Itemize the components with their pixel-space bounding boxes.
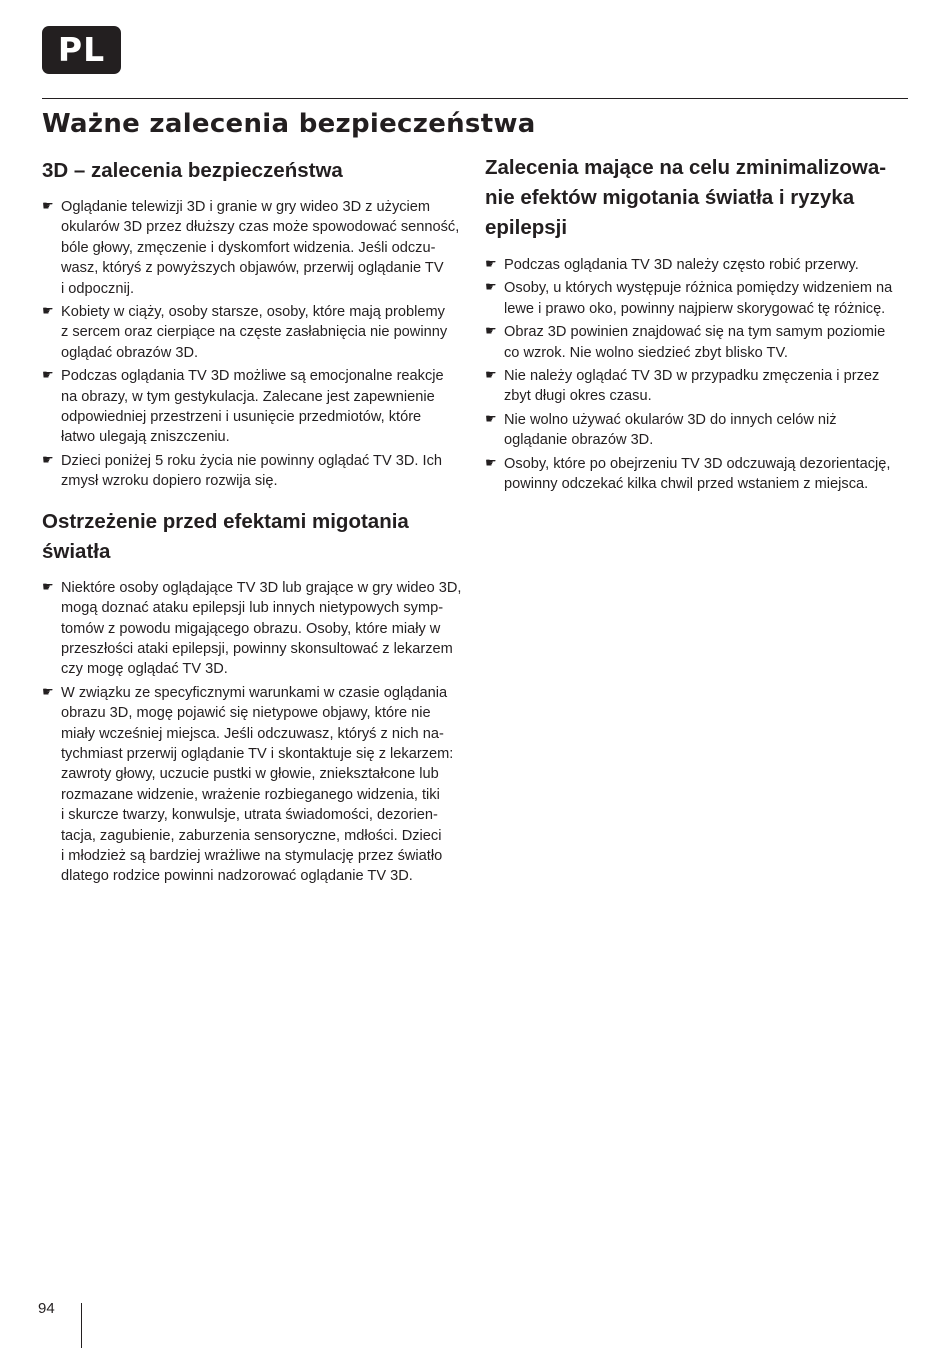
list-item-line: wasz, któryś z powyższych objawów, przerwij oglądanie TV xyxy=(61,260,444,277)
list-item-line: tomów z powodu migającego obrazu. Osoby, które miały w xyxy=(61,620,441,637)
list-item-line: obrazu 3D, mogę pojawić się nietypowe objawy, które nie xyxy=(61,705,431,722)
section-title-line: Ostrzeżenie przed efektami migotania xyxy=(42,509,409,533)
section-title-line: światła xyxy=(42,539,111,563)
list-item-line: zmysł wzroku dopiero rozwija się. xyxy=(61,473,278,490)
list-item-line: oglądać obrazów 3D. xyxy=(61,344,199,361)
section-title-3d-safety: 3D – zalecenia bezpieczeństwa xyxy=(42,159,343,182)
list-item xyxy=(42,578,470,680)
list-item xyxy=(42,197,470,299)
bullet-list-flicker-warning xyxy=(42,578,470,887)
list-item-line: Osoby, u których występuje różnica pomiędzy widzeniem na xyxy=(504,280,893,297)
pointing-hand-icon: ☛ xyxy=(42,304,54,320)
list-item xyxy=(485,255,909,275)
list-item xyxy=(42,451,470,492)
language-badge: PL xyxy=(42,26,121,74)
pointing-hand-icon: ☛ xyxy=(485,455,497,471)
list-item-line: na obrazy, w tym gestykulacja. Zalecane jest zapewnienie xyxy=(61,388,435,405)
list-item-line: powinny odczekać kilka chwil przed wstaniem z miejsca. xyxy=(504,476,869,493)
list-item-line: Oglądanie telewizji 3D i granie w gry wideo 3D z użyciem xyxy=(61,199,431,215)
list-item-line: przeszłości ataki epilepsji, powinny skonsultować z lekarzem xyxy=(61,640,453,657)
list-item-line: mogą doznać ataku epilepsji lub innych nietypowych symp- xyxy=(61,600,444,617)
page-title: Ważne zalecenia bezpieczeństwa xyxy=(42,109,536,139)
list-item-line: zawroty głowy, uczucie pustki w głowie, zniekształcone lub xyxy=(61,766,439,783)
pointing-hand-icon: ☛ xyxy=(485,324,497,340)
list-item xyxy=(485,278,909,319)
section-title-line: epilepsji xyxy=(485,216,568,239)
list-item-line: Obraz 3D powinien znajdować się na tym samym poziomie xyxy=(504,324,886,341)
pointing-hand-icon: ☛ xyxy=(485,368,497,384)
pointing-hand-icon: ☛ xyxy=(485,411,497,427)
list-item-line: Nie należy oglądać TV 3D w przypadku zmęczenia i przez xyxy=(504,368,880,385)
list-item-line: tychmiast przerwij oglądanie TV i skontaktuje się z lekarzem: xyxy=(61,745,454,762)
list-item-line: rozmazane widzenie, wrażenie rozbieganego widzenia, tiki xyxy=(61,786,440,803)
section-title-flicker-warning xyxy=(42,507,470,567)
list-item-line: tacja, zagubienie, zaburzenia sensoryczne, mdłości. Dzieci xyxy=(61,827,442,844)
list-item-line: oglądanie obrazów 3D. xyxy=(504,432,654,449)
pointing-hand-icon: ☛ xyxy=(42,452,54,468)
list-item-line: Niektóre osoby oglądające TV 3D lub grające w gry wideo 3D, xyxy=(61,579,462,596)
right-column xyxy=(485,150,909,497)
list-item xyxy=(485,366,909,407)
bullet-list-flicker-recommendations xyxy=(485,255,909,494)
list-item-line: Kobiety w ciąży, osoby starsze, osoby, które mają problemy xyxy=(61,304,445,321)
pointing-hand-icon: ☛ xyxy=(42,199,54,214)
list-item-line: dlatego rodzice powinni nadzorować oglądanie TV 3D. xyxy=(61,868,413,885)
list-item-line: z sercem oraz cierpiące na częste zasłabnięcia nie powinny xyxy=(61,324,448,341)
bullet-list-3d-safety xyxy=(42,197,470,492)
list-item-line: i młodzież są bardziej wrażliwe na stymulację przez światło xyxy=(61,847,443,864)
section-title-line: Zalecenia mające na celu zminimalizowa- xyxy=(485,156,887,179)
section-title-line: nie efektów migotania światła i ryzyka xyxy=(485,186,855,209)
list-item-line: czy mogę oglądać TV 3D. xyxy=(61,661,228,678)
section-title-flicker-recommendations xyxy=(485,153,909,243)
list-item-line: odpowiedniej przestrzeni i usunięcie przedmiotów, które xyxy=(61,409,422,426)
list-item-line: zbyt długi okres czasu. xyxy=(504,388,652,405)
list-item-line: łatwo ulegają zniszczeniu. xyxy=(61,429,230,446)
list-item xyxy=(485,454,909,495)
list-item xyxy=(42,366,470,448)
list-item-line: i odpocznij. xyxy=(61,280,135,297)
list-item-line: Podczas oglądania TV 3D należy często robić przerwy. xyxy=(504,257,859,273)
pointing-hand-icon: ☛ xyxy=(42,368,54,384)
pointing-hand-icon: ☛ xyxy=(485,257,497,272)
pointing-hand-icon: ☛ xyxy=(485,280,497,296)
list-item xyxy=(42,683,470,887)
list-item-line: miały wcześniej miejsca. Jeśli odczuwasz, któryś z nich na- xyxy=(61,725,444,742)
pointing-hand-icon: ☛ xyxy=(42,684,54,700)
list-item-line: W związku ze specyficznymi warunkami w czasie oglądania xyxy=(61,684,448,701)
page-number: 94 xyxy=(38,1300,55,1317)
list-item-line: i skurcze twarzy, konwulsje, utrata świadomości, dezorien- xyxy=(61,807,438,824)
list-item-line: Osoby, które po obejrzeniu TV 3D odczuwają dezorientację, xyxy=(504,455,891,472)
list-item-line: okularów 3D przez dłuższy czas może spowodować senność, xyxy=(61,219,460,236)
footer-divider xyxy=(81,1303,82,1348)
list-item-line: co wzrok. Nie wolno siedzieć zbyt blisko TV. xyxy=(504,344,788,361)
list-item-line: Nie wolno używać okularów 3D do innych celów niż xyxy=(504,411,837,428)
list-item-line: bóle głowy, zmęczenie i dyskomfort widzenia. Jeśli odczu- xyxy=(61,239,436,256)
list-item xyxy=(485,410,909,451)
left-column xyxy=(42,150,470,890)
pointing-hand-icon: ☛ xyxy=(42,579,54,595)
list-item-line: Podczas oglądania TV 3D możliwe są emocjonalne reakcje xyxy=(61,368,444,385)
list-item xyxy=(485,322,909,363)
list-item-line: lewe i prawo oko, powinny najpierw skorygować tę różnicę. xyxy=(504,300,886,317)
list-item-line: Dzieci poniżej 5 roku życia nie powinny oglądać TV 3D. Ich xyxy=(61,452,442,469)
header-divider xyxy=(42,98,908,99)
list-item xyxy=(42,302,470,363)
